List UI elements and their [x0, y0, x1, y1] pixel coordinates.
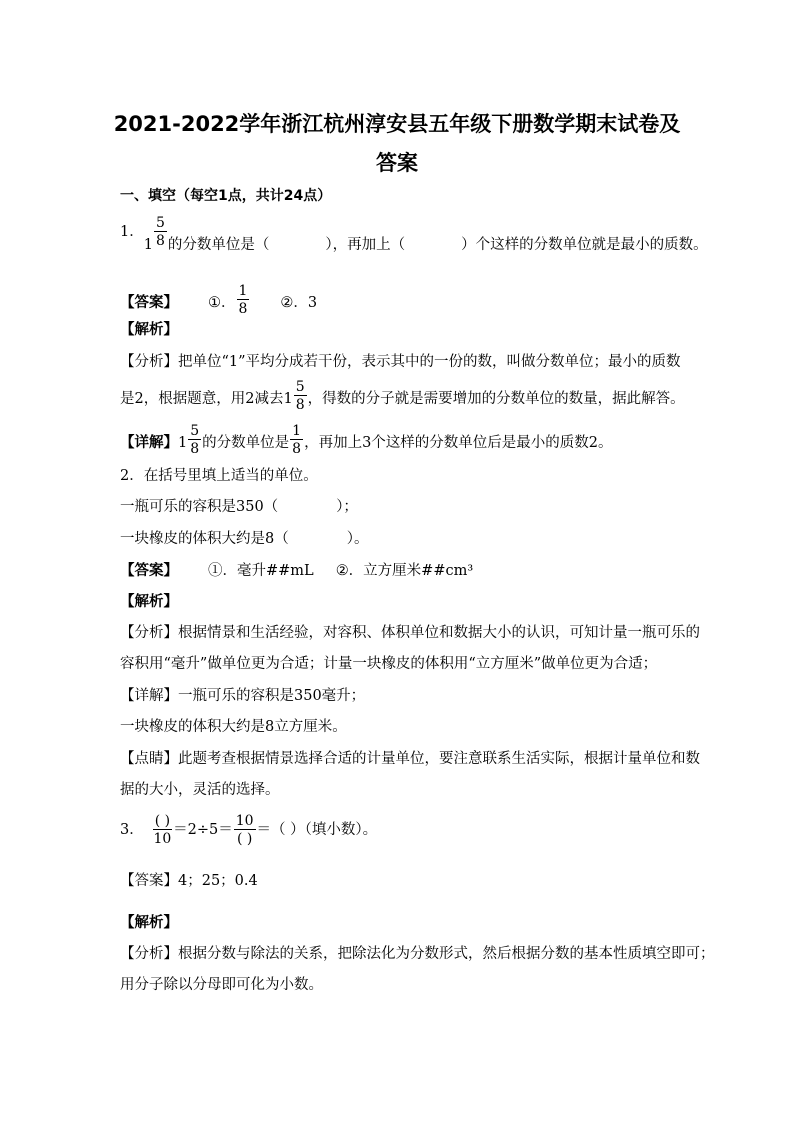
- question-text: 一块橡皮的体积大约是8（: [120, 531, 289, 547]
- question-text: ）。: [346, 531, 369, 547]
- fraction-denominator: ( ): [236, 831, 253, 847]
- question-text: ）；: [336, 499, 358, 515]
- jiexi-label: 【解析】: [120, 594, 178, 610]
- jiexi-label: 【解析】: [120, 915, 178, 931]
- question-number: 3．: [120, 822, 144, 838]
- answer-line-2: [120, 561, 473, 581]
- answer-item: ①．毫升##mL: [208, 563, 314, 579]
- fraction-numerator: 1: [238, 283, 248, 299]
- detail-text: ，再加上3个这样的分数单位后是最小的质数2。: [304, 435, 613, 451]
- analysis-line: [120, 380, 685, 412]
- question-text: 一瓶可乐的容积是350（: [120, 499, 279, 515]
- fraction-numerator: 5: [155, 215, 165, 231]
- fraction-denominator: 8: [190, 441, 200, 457]
- analysis-text: 是2，根据题意，用2减去: [120, 391, 284, 407]
- mixed-whole: 1: [178, 435, 188, 451]
- jiexi-label: 【解析】: [120, 322, 178, 338]
- analysis-line: 用分子除以分母即可化为小数。: [120, 977, 323, 993]
- answer-item: ②．3: [280, 295, 318, 311]
- detail-line: 一块橡皮的体积大约是8立方厘米。: [120, 719, 347, 735]
- tip-line: 【点睛】此题考查根据情景选择合适的计量单位，要注意联系生活实际，根据计量单位和数: [120, 751, 700, 767]
- tip-line: 据的大小，灵活的选择。: [120, 782, 280, 798]
- answer-label: 【答案】: [120, 295, 178, 311]
- question-2-line: [120, 529, 368, 549]
- answer-label: 【答案】: [120, 563, 178, 579]
- fraction-numerator: 5: [190, 423, 200, 439]
- fraction: [188, 424, 201, 456]
- fraction: [154, 216, 167, 248]
- answer-line-1: [120, 284, 317, 316]
- section-heading: 一、填空（每空1点，共计24点）: [120, 188, 332, 204]
- analysis-text: ，得数的分子就是需要增加的分数单位的数量，据此解答。: [307, 391, 685, 407]
- page-title-line1: 2021-2022学年浙江杭州淳安县五年级下册数学期末试卷及: [113, 112, 681, 136]
- fraction: [294, 380, 307, 412]
- mixed-whole: 1: [283, 391, 293, 407]
- fraction: [234, 814, 256, 846]
- fraction: [290, 424, 303, 456]
- question-3: [120, 814, 377, 846]
- analysis-line: 【分析】把单位“1”平均分成若干份，表示其中的一份的数，叫做分数单位；最小的质数: [120, 354, 681, 370]
- answer-fraction: [237, 284, 250, 316]
- fraction-denominator: 8: [292, 441, 302, 457]
- equation-text: ＝（ ）（填小数）。: [256, 822, 378, 838]
- fraction-numerator: ( ): [154, 813, 171, 829]
- fraction: [153, 814, 172, 846]
- mixed-whole: 1: [143, 237, 153, 253]
- question-2-line: [120, 497, 358, 517]
- fraction-denominator: 10: [153, 831, 172, 847]
- fraction-denominator: 8: [238, 301, 248, 317]
- question-2: 2．在括号里填上适当的单位。: [120, 468, 318, 484]
- question-text: ）个这样的分数单位就是最小的质数。: [461, 237, 708, 253]
- analysis-line: 【分析】根据情景和生活经验，对容积、体积单位和数据大小的认识，可知计量一瓶可乐的: [120, 625, 700, 641]
- detail-line: 【详解】一瓶可乐的容积是350毫升；: [120, 688, 366, 704]
- fraction-denominator: 8: [155, 233, 165, 249]
- fraction-denominator: 8: [295, 397, 305, 413]
- fraction-numerator: 5: [295, 379, 305, 395]
- fraction-numerator: 1: [292, 423, 302, 439]
- answer-item: ①．: [208, 295, 236, 311]
- detail-text: 的分数单位是: [202, 435, 290, 451]
- question-text: 的分数单位是（: [167, 237, 270, 253]
- equation-text: ＝2÷5＝: [173, 822, 233, 838]
- detail-label: 【详解】: [120, 435, 178, 451]
- detail-line: [120, 424, 613, 456]
- question-number: 1．: [120, 224, 144, 240]
- analysis-line: 【分析】根据分数与除法的关系，把除法化为分数形式，然后根据分数的基本性质填空即可；: [120, 946, 715, 962]
- question-1: [120, 216, 708, 255]
- analysis-line: 容积用“毫升”做单位更为合适；计量一块橡皮的体积用“立方厘米”做单位更为合适；: [120, 656, 658, 672]
- page-title-line2: 答案: [376, 151, 418, 175]
- fraction-numerator: 10: [235, 813, 254, 829]
- question-text: ），再加上（: [325, 237, 406, 253]
- answer-line-3: 【答案】4；25；0.4: [120, 873, 258, 889]
- answer-item: ②．立方厘米##cm³: [335, 563, 474, 579]
